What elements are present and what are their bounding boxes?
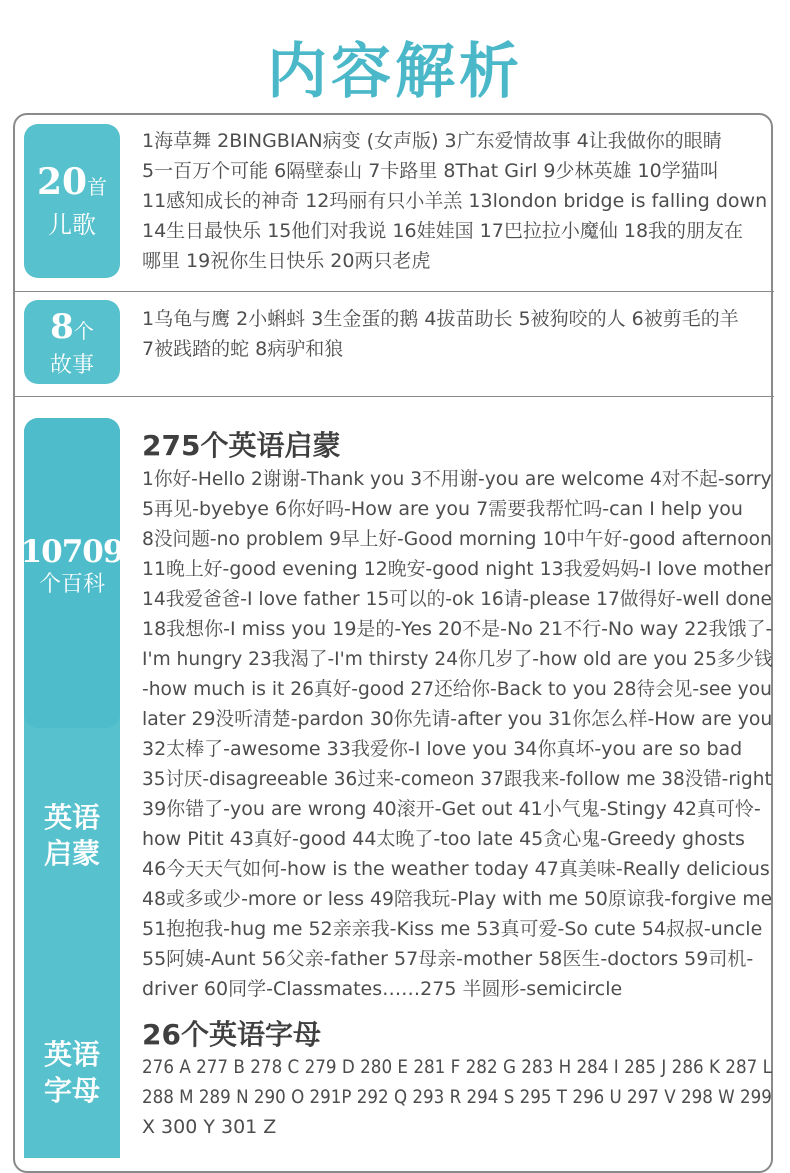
phrase-line: 1你好-Hello 2谢谢-Thank you 3不用谢-you are welcome 4对不起-sorry — [142, 468, 772, 490]
english-label-line: 启蒙 — [43, 837, 100, 870]
stories-badge — [24, 300, 120, 384]
letters-list — [142, 1052, 774, 1142]
english-enlightenment-label — [24, 800, 120, 872]
section-divider — [14, 291, 774, 292]
songs-unit: 首 — [87, 175, 108, 199]
phrases-heading: 275个英语启蒙 — [142, 429, 341, 462]
letters-line: 288 M 289 N 290 O 291P 292 Q 293 R 294 S 295 T 296 U 297 V 298 W 299 — [142, 1086, 772, 1108]
songs-label: 儿歌 — [48, 211, 96, 239]
songs-list — [142, 126, 774, 276]
phrase-line: later 29没听清楚-pardon 30你先请-after you 31你怎么样-How are you — [142, 708, 773, 730]
encyclopedia-count-block — [14, 534, 130, 600]
songs-count: 20 — [36, 161, 88, 203]
phrase-line: 48或多或少-more or less 49陪我玩-Play with me 50原谅我-forgive me — [142, 888, 773, 910]
letters-line: X 300 Y 301 Z — [142, 1116, 277, 1138]
phrase-line: 18我想你-I miss you 19是的-Yes 20不是-No 21不行-No way 22我饿了- — [142, 618, 773, 640]
songs-line: 11感知成长的神奇 12玛丽有只小羊羔 13london bridge is falling down — [142, 190, 768, 212]
phrases-list — [142, 464, 774, 1004]
stories-unit: 个 — [73, 319, 94, 343]
letters-heading: 26个英语字母 — [142, 1018, 321, 1051]
phrase-line: 11晚上好-good evening 12晚安-good night 13我爱妈妈-I love mother — [142, 558, 772, 580]
phrase-line: 35讨厌-disagreeable 36过来-comeon 37跟我来-follow me 38没错-right — [142, 768, 772, 790]
letters-label-line: 英语 — [43, 1038, 100, 1071]
phrase-line: 32太棒了-awesome 33我爱你-I love you 34你真坏-you are so bad — [142, 738, 743, 760]
stories-line: 7被践踏的蛇 8病驴和狼 — [142, 338, 344, 360]
phrase-line: 8没问题-no problem 9早上好-Good morning 10中午好-good afternoon — [142, 528, 772, 550]
songs-line: 14生日最快乐 15他们对我说 16娃娃国 17巴拉拉小魔仙 18我的朋友在 — [142, 220, 744, 242]
phrase-line: 46今天天气如何-how is the weather today 47真美味-Really delicious — [142, 858, 770, 880]
section-divider — [14, 396, 774, 397]
phrase-line: 55阿姨-Aunt 56父亲-father 57母亲-mother 58医生-doctors 59司机- — [142, 948, 754, 970]
phrase-line: driver 60同学-Classmates……275 半圆形-semicircle — [142, 978, 623, 1000]
songs-line: 1海草舞 2BINGBIAN病变 (女声版) 3广东爱情故事 4让我做你的眼睛 — [142, 130, 722, 152]
phrase-line: 14我爱爸爸-I love father 15可以的-ok 16请-please 17做得好-well done — [142, 588, 773, 610]
encyclopedia-count-label: 个百科 — [38, 572, 105, 597]
letters-line: 276 A 277 B 278 C 279 D 280 E 281 F 282 G 283 H 284 I 285 J 286 K 287 L — [142, 1056, 772, 1078]
songs-badge — [24, 124, 120, 278]
songs-line: 5一百万个可能 6隔壁泰山 7卡路里 8That Girl 9少林英雄 10学猫叫 — [142, 160, 719, 182]
songs-line: 哪里 19祝你生日快乐 20两只老虎 — [142, 250, 431, 272]
phrase-line: 39你错了-you are wrong 40滚开-Get out 41小气鬼-Stingy 42真可怜- — [142, 798, 761, 820]
stories-count: 8 — [50, 307, 74, 347]
phrase-line: 5再见-byebye 6你好吗-How are you 7需要我帮忙吗-can I help you — [142, 498, 743, 520]
phrase-line: how Pitit 43真好-good 44太晚了-too late 45贪心鬼-Greedy ghosts — [142, 828, 745, 850]
stories-line: 1乌龟与鹰 2小蝌蚪 3生金蛋的鹅 4拔苗助长 5被狗咬的人 6被剪毛的羊 — [142, 308, 739, 330]
phrase-line: 51抱抱我-hug me 52亲亲我-Kiss me 53真可爱-So cute 54叔叔-uncle — [142, 918, 763, 940]
phrase-line: I'm hungry 23我渴了-I'm thirsty 24你几岁了-how old are you 25多少钱 — [142, 648, 773, 670]
stories-list — [142, 304, 774, 364]
english-label-line: 英语 — [43, 801, 100, 834]
stories-label: 故事 — [49, 353, 94, 378]
letters-label-line: 字母 — [43, 1074, 100, 1107]
phrase-line: -how much is it 26真好-good 27还给你-Back to you 28待会见-see you — [142, 678, 772, 700]
english-letters-label — [24, 1037, 120, 1109]
encyclopedia-count: 10709 — [20, 534, 124, 570]
page-title: 内容解析 — [267, 37, 523, 107]
